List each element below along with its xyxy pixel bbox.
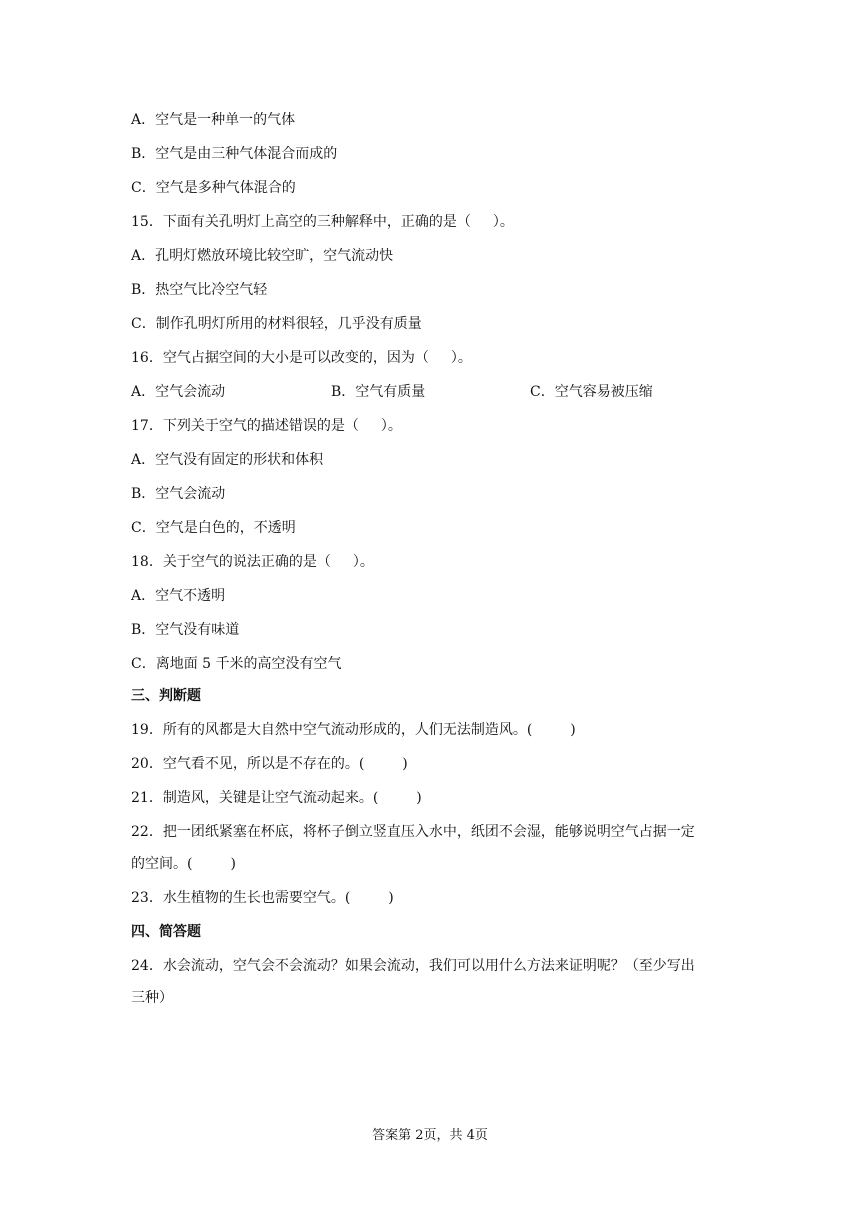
close-paren: ) [570,722,576,738]
q16-option-a: A．空气会流动 [131,384,226,400]
q18-stem-text: 18．关于空气的说法正确的是（ [131,554,331,570]
q15-option-a: A．孔明灯燃放环境比较空旷，空气流动快 [131,248,394,264]
close-paren: ) [402,756,408,772]
q17-stem [131,416,402,436]
close-paren: ) [388,890,394,906]
q20 [131,754,408,774]
q23-text: 23．水生植物的生长也需要空气。( [131,890,351,906]
q22-line2 [131,854,236,874]
q17-option-c: C．空气是白色的，不透明 [131,520,296,536]
q15-stem [131,212,514,232]
q22-line1: 22．把一团纸紧塞在杯底，将杯子倒立竖直压入水中，纸团不会湿，能够说明空气占据一定 [131,824,695,840]
section-judge-title: 三、判断题 [131,688,201,704]
q19 [131,720,576,740]
q17-option-b: B．空气会流动 [131,486,226,502]
q20-text: 20．空气看不见，所以是不存在的。( [131,756,365,772]
q16-stem-end: ）。 [450,350,472,366]
q24-line1: 24．水会流动，空气会不会流动？如果会流动，我们可以用什么方法来证明呢？（至少写出 [131,958,695,974]
q23 [131,888,394,908]
q16-stem [131,348,472,368]
q17-stem-text: 17．下列关于空气的描述错误的是（ [131,418,359,434]
q19-text: 19．所有的风都是大自然中空气流动形成的，人们无法制造风。( [131,722,533,738]
q14-option-b: B．空气是由三种气体混合而成的 [131,146,338,162]
q22-text: 的空间。( [131,856,193,872]
q24-line2: 三种） [131,990,173,1006]
q15-option-c: C．制作孔明灯所用的材料很轻，几乎没有质量 [131,316,422,332]
q18-stem [131,552,374,572]
q21 [131,788,422,808]
close-paren: ) [230,856,236,872]
q18-option-a: A．空气不透明 [131,588,226,604]
q15-stem-text: 15．下面有关孔明灯上高空的三种解释中，正确的是（ [131,214,471,230]
q16-option-c: C．空气容易被压缩 [530,384,653,400]
page-footer: 答案第 2页，共 4页 [372,1128,488,1143]
q18-option-b: B．空气没有味道 [131,622,240,638]
section-short-answer-title: 四、简答题 [131,924,201,940]
q14-option-c: C．空气是多种气体混合的 [131,180,296,196]
q16-stem-text: 16．空气占据空间的大小是可以改变的，因为（ [131,350,429,366]
q21-text: 21．制造风，关键是让空气流动起来。( [131,790,379,806]
q14-option-a: A．空气是一种单一的气体 [131,112,296,128]
q18-option-c: C．离地面 5 千米的高空没有空气 [131,656,342,672]
q16-option-b: B．空气有质量 [331,384,426,400]
q17-stem-end: ）。 [380,418,402,434]
close-paren: ) [416,790,422,806]
q15-option-b: B．热空气比冷空气轻 [131,282,268,298]
q18-stem-end: ）。 [352,554,374,570]
q17-option-a: A．空气没有固定的形状和体积 [131,452,324,468]
q15-stem-end: ）。 [492,214,514,230]
